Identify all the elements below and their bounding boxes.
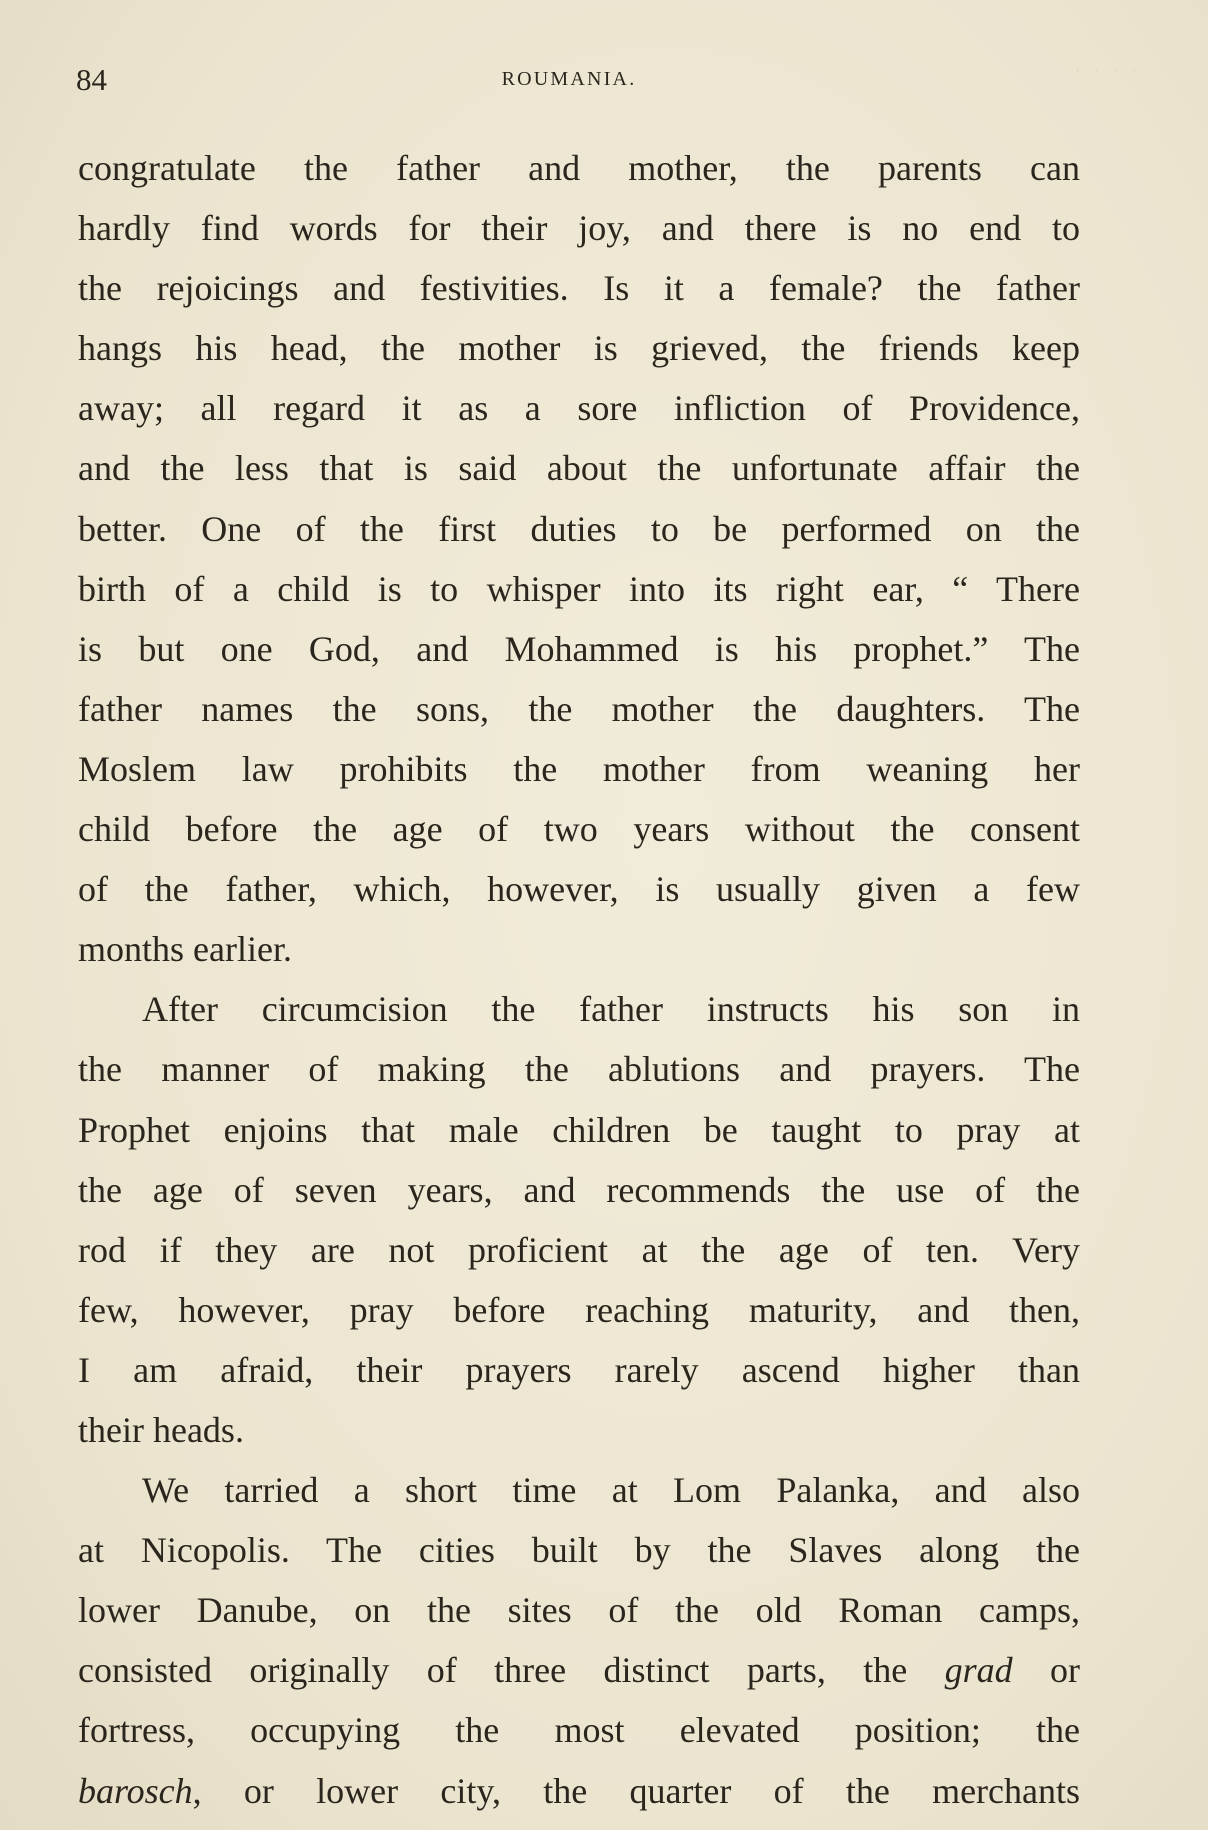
text-line: Prophet enjoins that male children be taught to pray at <box>78 1109 1080 1150</box>
text-line: congratulate the father and mother, the parents can <box>78 148 1080 188</box>
text-line: lower Danube, on the sites of the old Roman camps, <box>78 1590 1080 1631</box>
text-line: and the less that is said about the unfortunate affair the <box>78 448 1080 489</box>
text-run: consisted originally of three distinct parts, the <box>78 1650 945 1691</box>
text-line <box>78 1761 1080 1821</box>
text-line: birth of a child is to whisper into its right ear, “ There <box>78 568 1080 609</box>
text-line: the age of seven years, and recommends the use of the <box>78 1169 1080 1210</box>
text-line: the rejoicings and festivities. Is it a female? the father <box>78 268 1080 309</box>
text-line: of the father, which, however, is usually given a few <box>78 869 1080 910</box>
text-line: at Nicopolis. The cities built by the Slaves along the <box>78 1530 1080 1571</box>
text-line: hardly find words for their joy, and there is no end to <box>78 208 1080 249</box>
text-line: few, however, pray before reaching maturity, and then, <box>78 1289 1080 1330</box>
text-line <box>78 1640 1080 1700</box>
text-line: After circumcision the father instructs his son in <box>142 989 1080 1030</box>
body-text <box>78 138 1080 1821</box>
text-line: Moslem law prohibits the mother from weaning her <box>78 748 1080 789</box>
text-line: their heads. <box>78 1409 244 1450</box>
text-line: the manner of making the ablutions and prayers. The <box>78 1049 1080 1090</box>
text-line: father names the sons, the mother the daughters. The <box>78 688 1080 729</box>
text-line: fortress, occupying the most elevated position; the <box>78 1710 1080 1751</box>
page-number: 84 <box>76 62 107 97</box>
text-line: We tarried a short time at Lom Palanka, and also <box>142 1470 1080 1511</box>
text-line: I am afraid, their prayers rarely ascend higher than <box>78 1349 1080 1390</box>
text-run: or <box>1050 1650 1080 1691</box>
text-run: , or lower city, the quarter of the merchants <box>192 1770 1080 1811</box>
text-line: is but one God, and Mohammed is his prophet.” The <box>78 628 1080 669</box>
text-line: hangs his head, the mother is grieved, the friends keep <box>78 328 1080 369</box>
text-line: better. One of the first duties to be performed on the <box>78 508 1080 549</box>
text-line: months earlier. <box>78 929 292 970</box>
running-head <box>76 62 1062 102</box>
text-line: child before the age of two years without the consent <box>78 809 1080 850</box>
running-title: ROUMANIA. <box>501 68 637 90</box>
italic-word-barosch: barosch <box>78 1770 193 1811</box>
italic-word-grad: grad <box>944 1650 1013 1691</box>
text-line: rod if they are not proficient at the age of ten. Very <box>78 1229 1080 1270</box>
show-through-decoration: · · · · <box>1071 58 1138 83</box>
text-line: away; all regard it as a sore infliction of Providence, <box>78 388 1080 429</box>
